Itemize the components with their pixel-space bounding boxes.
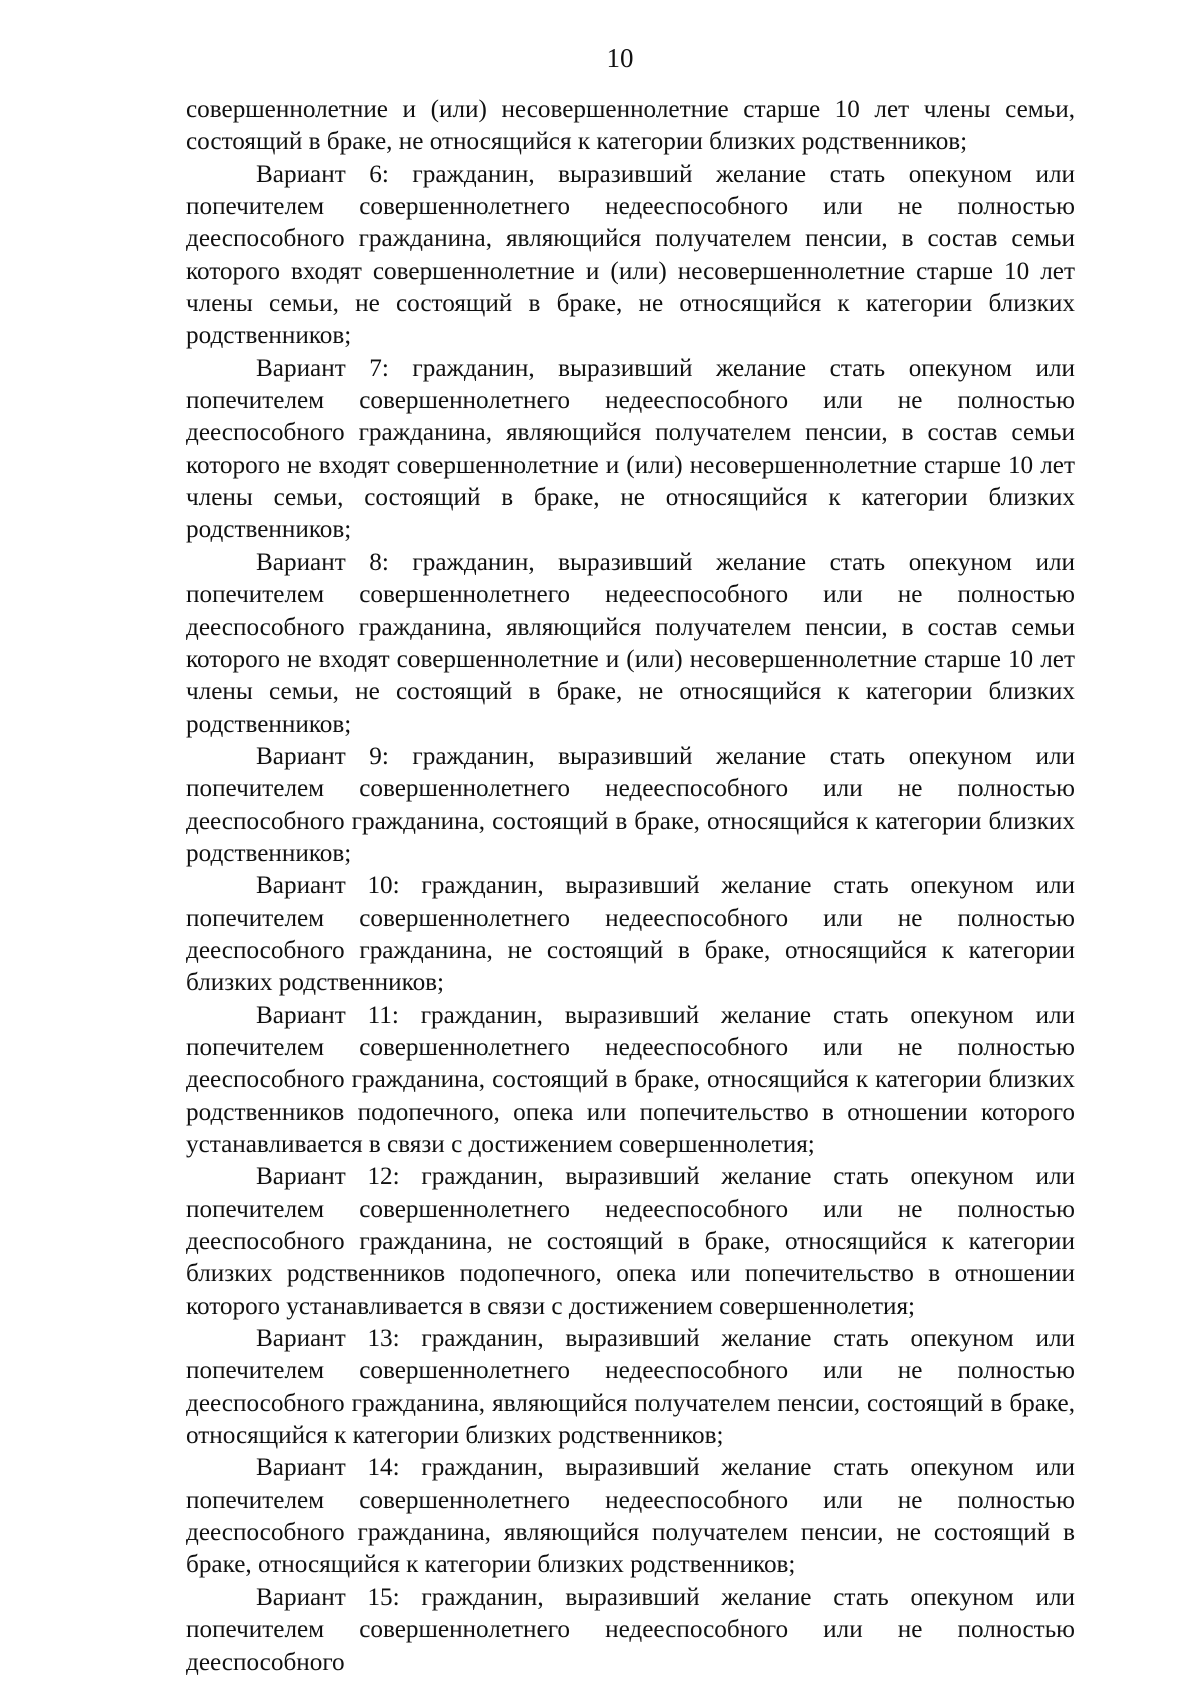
paragraph-variant-15 <box>186 1582 1075 1679</box>
paragraph-text: гражданин, выразивший желание стать опекуном или попечителем совершеннолетнего недееспособного или не полностью дееспособного гражданина, состоящий в браке, относящийся к категории близких родственников; <box>186 742 1076 867</box>
paragraph-text: гражданин, выразивший желание стать опекуном или попечителем совершеннолетнего недееспособного или не полностью дееспособного гражданина, являющийся получателем пенсии, состоящий в браке, относящийся к категории близких родственников; <box>186 1325 1075 1450</box>
paragraph-variant-6 <box>186 159 1075 353</box>
paragraph-continuation <box>186 94 1075 159</box>
paragraph-variant-12 <box>186 1161 1075 1323</box>
variant-label: Вариант 13: <box>256 1325 400 1353</box>
paragraph-text: совершеннолетние и (или) несовершеннолетние старше 10 лет члены семьи, состоящий в браке, не относящийся к категории близких родственников; <box>186 96 1075 156</box>
paragraph-variant-9 <box>186 741 1075 870</box>
paragraph-text: гражданин, выразивший желание стать опекуном или попечителем совершеннолетнего недееспособного или не полностью дееспособного гражданина, являющийся получателем пенсии, не состоящий в браке, относящийся к категории близких родственников; <box>186 1454 1075 1579</box>
variant-label: Вариант 8: <box>256 548 389 576</box>
paragraph-variant-11 <box>186 1000 1075 1162</box>
page-number: 10 <box>606 43 634 73</box>
paragraph-text: гражданин, выразивший желание стать опекуном или попечителем совершеннолетнего недееспособного или не полностью дееспособного гражданина, являющийся получателем пенсии, в состав семьи которого входят совершеннолетние и (или) несовершеннолетние старше 10 лет члены семьи, не состоящий в браке, не относящийся к категории близких родственников; <box>186 160 1076 350</box>
paragraph-variant-13 <box>186 1323 1075 1452</box>
variant-label: Вариант 10: <box>256 872 400 900</box>
variant-label: Вариант 12: <box>256 1163 400 1191</box>
variant-label: Вариант 14: <box>256 1454 400 1482</box>
variant-label: Вариант 11: <box>256 1001 399 1029</box>
paragraph-text: гражданин, выразивший желание стать опекуном или попечителем совершеннолетнего недееспособного или не полностью дееспособного гражданина, состоящий в браке, относящийся к категории близких родственников подопечного, опека или попечительство в отношении которого устанавливается в связи с достижением совершеннолетия; <box>186 1001 1076 1158</box>
paragraph-text: гражданин, выразивший желание стать опекуном или попечителем совершеннолетнего недееспособного или не полностью дееспособного гражданина, являющийся получателем пенсии, в состав семьи которого не входят совершеннолетние и (или) несовершеннолетние старше 10 лет члены семьи, не состоящий в браке, не относящийся к категории близких родственников; <box>186 548 1076 738</box>
paragraph-variant-8 <box>186 547 1075 741</box>
paragraph-variant-14 <box>186 1452 1075 1581</box>
variant-label: Вариант 6: <box>256 160 389 188</box>
paragraph-text: гражданин, выразивший желание стать опекуном или попечителем совершеннолетнего недееспособного или не полностью дееспособного гражданина, не состоящий в браке, относящийся к категории близких родственников подопечного, опека или попечительство в отношении которого устанавливается в связи с достижением совершеннолетия; <box>186 1163 1075 1320</box>
paragraph-text: гражданин, выразивший желание стать опекуном или попечителем совершеннолетнего недееспособного или не полностью дееспособного гражданина, являющийся получателем пенсии, в состав семьи которого не входят совершеннолетние и (или) несовершеннолетние старше 10 лет члены семьи, состоящий в браке, не относящийся к категории близких родственников; <box>186 354 1076 544</box>
document-body <box>186 94 1075 1679</box>
paragraph-variant-7 <box>186 353 1075 547</box>
paragraph-variant-10 <box>186 870 1075 999</box>
variant-label: Вариант 9: <box>256 742 389 770</box>
paragraph-text: гражданин, выразивший желание стать опекуном или попечителем совершеннолетнего недееспособного или не полностью дееспособного <box>186 1583 1075 1676</box>
variant-label: Вариант 7: <box>256 354 389 382</box>
variant-label: Вариант 15: <box>256 1583 400 1611</box>
paragraph-text: гражданин, выразивший желание стать опекуном или попечителем совершеннолетнего недееспособного или не полностью дееспособного гражданина, не состоящий в браке, относящийся к категории близких родственников; <box>186 872 1075 997</box>
